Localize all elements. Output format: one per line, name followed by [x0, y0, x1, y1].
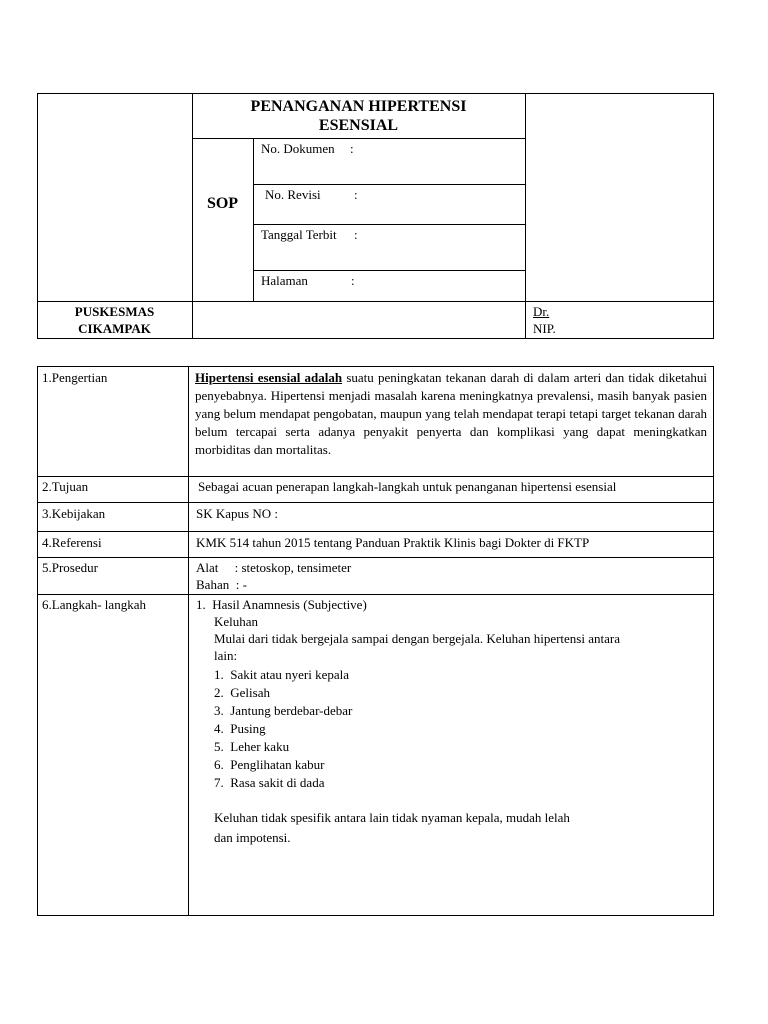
sop-label: SOP [206, 195, 239, 212]
sop-col-divider [253, 138, 254, 302]
row-label-referensi: 4.Referensi [42, 535, 102, 550]
content-right-border [713, 366, 714, 916]
symptom-item: 2. Gelisah [214, 685, 270, 700]
kebijakan-text: SK Kapus NO : [196, 506, 278, 521]
pengertian-text [195, 369, 707, 459]
document-title-line2: ESENSIAL [318, 117, 399, 134]
field-tanggal-terbit-separator: : [354, 227, 358, 242]
row-divider [37, 531, 714, 532]
tujuan-text: Sebagai acuan penerapan langkah-langkah untuk penanganan hipertensi esensial [198, 479, 617, 494]
content-bottom-border [37, 915, 714, 916]
org-name-line2: CIKAMPAK [78, 321, 151, 336]
org-name-line1: PUSKESMAS [74, 304, 155, 319]
field-halaman-separator: : [351, 273, 355, 288]
field-no-dokumen-separator: : [350, 141, 354, 156]
langkah-intro-line2: lain: [214, 648, 238, 663]
pengertian-term: Hipertensi esensial adalah [195, 370, 343, 385]
field-divider [253, 184, 525, 185]
content-left-border [37, 366, 38, 916]
prosedur-alat: Alat : stetoskop, tensimeter [196, 560, 352, 575]
field-divider [253, 224, 525, 225]
field-no-dokumen-label: No. Dokumen [261, 141, 335, 156]
langkah-subtitle: Keluhan [214, 614, 259, 629]
row-divider [37, 502, 714, 503]
header-left-border [37, 93, 38, 339]
langkah-note-line2: dan impotensi. [214, 830, 291, 845]
title-bottom-border [192, 138, 525, 139]
row-divider [37, 594, 714, 595]
row-label-pengertian: 1.Pengertian [42, 370, 108, 385]
symptom-item: 3. Jantung berdebar-debar [214, 703, 353, 718]
symptom-item: 1. Sakit atau nyeri kepala [214, 667, 350, 682]
pengertian-definition: suatu peningkatan tekanan darah di dalam arteri dan tidak diketahui penyebabnya. Hipertensi menjadi masalah karena meningkatnya prevalensi, masih banyak pasien yang belum mendapat pengobatan, maupun yang telah mendapat terapi tetapi target tekanan darah belum tercapai serta adanya penyakit penyerta dan komplikasi yang dapat meningkatkan morbiditas dan mortalitas. [195, 370, 708, 457]
header-col-divider [525, 93, 526, 339]
header-top-border [37, 93, 714, 94]
referensi-text: KMK 514 tahun 2015 tentang Panduan Praktik Klinis bagi Dokter di FKTP [196, 535, 590, 550]
row-label-tujuan: 2.Tujuan [42, 479, 89, 494]
signer-nip: NIP. [533, 321, 556, 336]
langkah-note-line1: Keluhan tidak spesifik antara lain tidak nyaman kepala, mudah lelah [214, 810, 570, 825]
content-col-divider [188, 366, 189, 916]
row-divider [37, 476, 714, 477]
field-tanggal-terbit-label: Tanggal Terbit [261, 227, 337, 242]
document-title-line1: PENANGANAN HIPERTENSI [250, 98, 467, 115]
org-row-top-border [37, 301, 714, 302]
symptom-item: 4. Pusing [214, 721, 266, 736]
langkah-intro-line1: Mulai dari tidak bergejala sampai dengan bergejala. Keluhan hipertensi antara [214, 631, 620, 646]
row-divider [37, 557, 714, 558]
field-halaman-label: Halaman [261, 273, 308, 288]
symptom-item: 5. Leher kaku [214, 739, 290, 754]
field-divider [253, 270, 525, 271]
row-label-kebijakan: 3.Kebijakan [42, 506, 106, 521]
field-no-revisi-label: No. Revisi [265, 187, 321, 202]
langkah-section-title: 1. Hasil Anamnesis (Subjective) [196, 597, 367, 612]
field-no-revisi-separator: : [354, 187, 358, 202]
prosedur-bahan: Bahan : - [196, 577, 247, 592]
header-right-border [713, 93, 714, 339]
symptom-item: 7. Rasa sakit di dada [214, 775, 325, 790]
row-label-langkah: 6.Langkah- langkah [42, 597, 146, 612]
signer-title: Dr. [533, 304, 550, 319]
symptom-item: 6. Penglihatan kabur [214, 757, 325, 772]
content-top-border [37, 366, 714, 367]
header-bottom-border [37, 338, 714, 339]
row-label-prosedur: 5.Prosedur [42, 560, 98, 575]
